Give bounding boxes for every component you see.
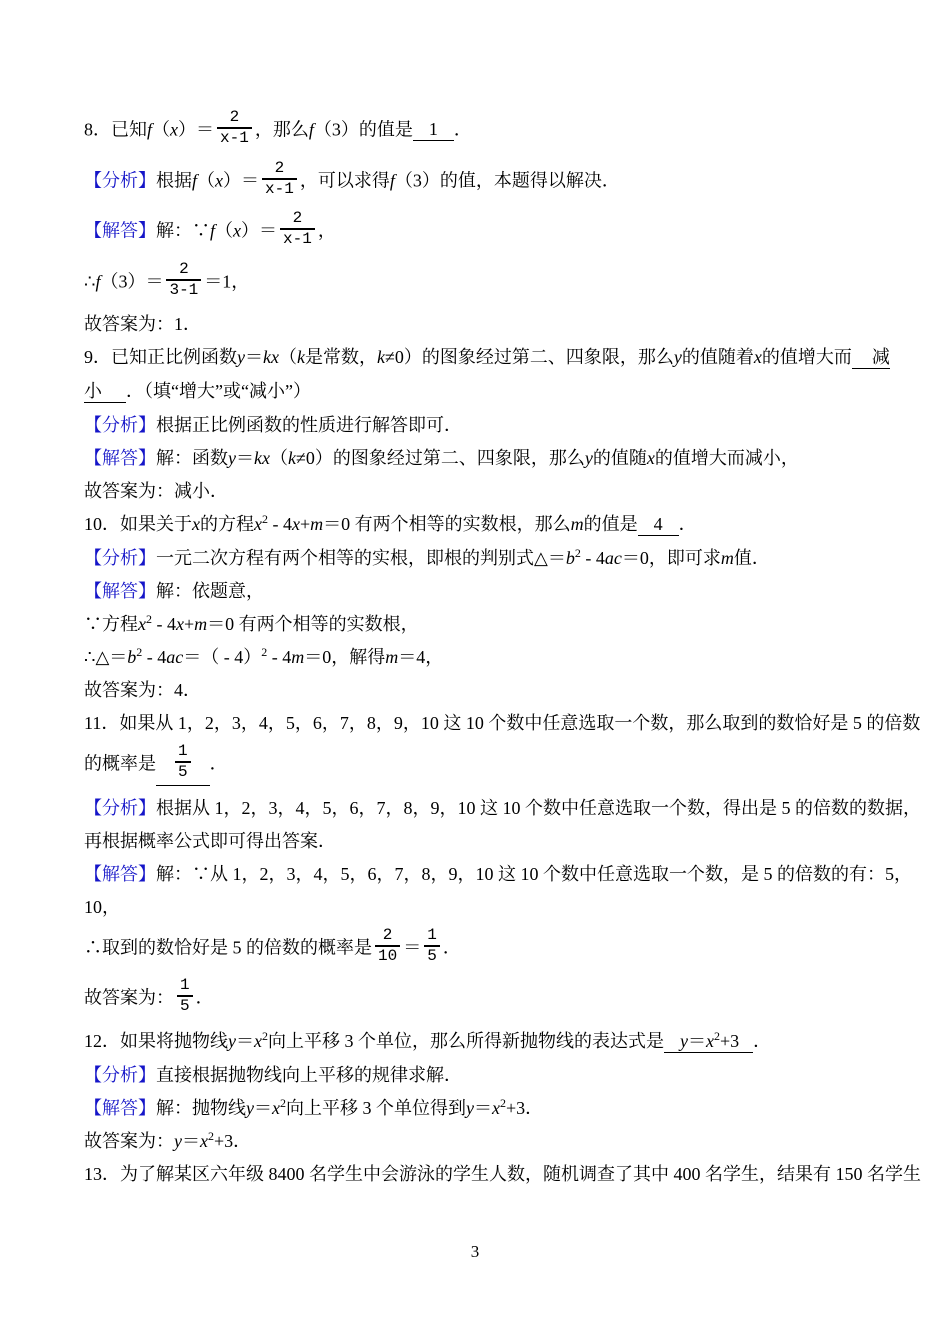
math-variable: b [565,548,575,569]
document-line [84,742,904,786]
text-run: 小 [84,381,102,402]
math-variable: kx [263,347,279,368]
text-run: ＝ [403,937,422,958]
text-run: （3）＝ [100,270,164,291]
math-variable: x [138,614,146,635]
text-run: （3）的值，本题得以解决． [394,169,620,190]
text-run: （ [197,169,216,190]
text-run: 9．已知正比例函数 [84,347,237,368]
fraction-numerator: 1 [424,927,440,947]
text-run: - 4 [142,647,167,668]
text-run: ＝0 有两个相等的实数根，那么 [323,514,571,535]
section-label: 【解答】 [84,863,156,884]
math-fraction [424,927,440,966]
text-run: ∴取到的数恰好是 5 的倍数的概率是 [84,937,372,958]
math-fraction [217,109,252,148]
text-run: ∵方程 [84,614,138,635]
superscript: 2 [146,612,152,627]
text-run: ＝ [182,1130,200,1151]
text-run: +3． [506,1097,544,1118]
text-run: ）＝ [223,169,260,190]
math-variable: y [466,1097,474,1118]
fraction-numerator: 1 [175,743,191,763]
text-run: +3． [214,1130,252,1151]
math-variable: f [95,270,101,291]
fraction-numerator: 2 [280,210,315,230]
document-lines [84,108,921,1197]
text-run: 的值增大而 [761,347,852,368]
text-run: +3 [720,1030,740,1051]
document-line [84,381,904,403]
answer-underline [156,742,210,786]
text-run: ＝（ - 4） [183,647,262,668]
math-variable: y [237,347,245,368]
text-run: （3）的值是 [313,119,413,140]
text-run: ＝0，即可求 [621,548,721,569]
fraction-numerator: 1 [177,977,193,997]
page-number: 3 [470,1242,480,1261]
fraction-numerator: 2 [375,927,400,947]
section-label: 【分析】 [84,1064,156,1085]
math-variable: f [192,169,198,190]
answer-underline [84,381,126,403]
math-variable: x [233,220,242,241]
math-variable: m [310,514,324,535]
answer-underline [413,119,454,141]
math-fraction [166,261,201,300]
document-line [84,1163,921,1185]
text-run: 的方程 [200,514,254,535]
math-variable: f [389,169,395,190]
math-variable: m [570,514,584,535]
math-variable: y [584,448,593,469]
superscript: 2 [261,645,268,660]
document-line [84,647,904,668]
math-fraction [177,977,193,1016]
document-line [84,863,912,885]
text-run: 的值随 [592,448,647,469]
text-run: 向上平移 3 个单位，那么所得新抛物线的表达式是 [268,1030,664,1051]
superscript: 2 [280,1095,286,1110]
text-run: ＝0 有两个相等的实数根， [207,614,419,635]
text-run: ， [317,220,336,241]
math-variable: m [291,647,305,668]
superscript: 2 [262,1028,268,1043]
math-variable: k [376,347,385,368]
text-run: ，可以求得 [299,169,390,190]
math-variable: x [192,514,200,535]
text-run: 根据从 1，2，3，4，5，6，7，8，9，10 这 10 个数中任意选取一个数，得出是 5 的倍数的数据， [156,797,921,818]
section-label: 【解答】 [84,448,156,469]
text-run: 12．如果将抛物线 [84,1030,228,1051]
text-run: ）＝ [241,220,278,241]
document-line [84,259,904,303]
math-variable: m [385,647,399,668]
text-run: 解：依题意， [156,581,264,602]
document-line [84,108,904,151]
text-run: 直接根据抛物线向上平移的规律求解． [156,1064,462,1085]
fraction-denominator: 3-1 [169,280,199,299]
document-line [84,209,904,252]
math-variable: y [246,1097,254,1118]
document-line [84,548,904,569]
text-run: ＝ [236,1030,254,1051]
text-run: ． [753,1030,772,1051]
fraction-numerator: 2 [166,261,201,281]
math-variable: x [646,448,655,469]
text-run: ，那么 [254,119,309,140]
math-variable: x [254,1030,262,1051]
math-variable: x [176,614,184,635]
text-run: ＝0，解得 [304,647,386,668]
document-line [84,481,904,502]
text-run: 故答案为： [84,1130,174,1151]
math-variable: f [147,119,153,140]
superscript: 2 [500,1095,506,1110]
math-variable: x [753,347,762,368]
text-run: ＝ [236,448,254,469]
document-line [84,925,904,969]
text-run: 1 [428,119,438,140]
superscript: 2 [136,645,143,660]
math-fraction [175,743,191,782]
superscript: 2 [714,1028,720,1043]
document-line [84,158,904,202]
math-variable: kx [254,448,270,469]
math-variable: f [308,119,314,140]
superscript: 2 [208,1128,214,1143]
text-run: ＝ [474,1097,492,1118]
document-line [84,1095,904,1119]
text-run: 解：抛物线 [156,1097,246,1118]
document-line [84,797,921,819]
document-line [84,614,904,635]
section-label: 【解答】 [84,1097,156,1118]
document-line [84,1028,904,1053]
text-run: - 4 [152,614,176,635]
section-label: 【分析】 [84,169,156,190]
text-run: （ [152,119,171,140]
text-run: 的概率是 [84,753,156,774]
math-variable: ac [166,647,184,668]
text-run: 解：函数 [156,448,228,469]
text-run: ≠0）的图象经过第二、四象限，那么 [295,448,585,469]
text-run: 是常数， [304,347,377,368]
text-run: 的值随着 [681,347,754,368]
math-variable: m [720,548,734,569]
fraction-denominator: x-1 [265,179,294,198]
text-run: ＝4， [398,647,444,668]
text-run: ≠0）的图象经过第二、四象限，那么 [384,347,674,368]
section-label: 【解答】 [84,220,156,241]
text-run: ∴△＝ [84,647,128,668]
math-variable: k [296,347,305,368]
text-run: 10， [84,896,120,917]
text-run: + [300,514,311,535]
text-run: （ [278,347,297,368]
document-line [84,680,904,701]
fraction-numerator: 2 [262,160,297,180]
text-run: ）＝ [178,119,215,140]
math-variable: x [215,169,224,190]
answer-underline [638,514,679,536]
text-run: 的值增大而减小， [654,448,799,469]
text-run: 根据 [156,169,192,190]
text-run: 8．已知 [84,119,147,140]
text-run: 4 [653,514,663,535]
math-variable: y [228,1030,236,1051]
document-line [84,1128,904,1152]
math-fraction [375,927,400,966]
text-run: （ [215,220,234,241]
section-label: 【解答】 [84,581,156,602]
math-variable: y [228,448,236,469]
math-variable: b [127,647,137,668]
text-run: 解：∵ [156,220,210,241]
text-run: + [184,614,195,635]
section-label: 【分析】 [84,415,156,436]
math-variable: y [174,1130,182,1151]
text-run: 13．为了解某区六年级 8400 名学生中会游泳的学生人数，随机调查了其中 400 名学生，结果有 150 名学生 [84,1163,921,1184]
math-variable: x [254,514,262,535]
text-run: ∴ [84,270,96,291]
document-line [84,713,921,734]
document-line [84,514,904,536]
text-run: - 4 [267,647,292,668]
fraction-denominator: 5 [427,946,437,965]
fraction-denominator: 10 [378,946,398,965]
text-run: 故答案为：减小． [84,481,228,502]
document-line [84,314,904,335]
text-run: ＝ [245,347,263,368]
fraction-denominator: x-1 [283,230,312,249]
text-run: 再根据概率公式即可得出答案． [84,830,336,851]
text-run: ． [442,937,461,958]
math-variable: y [673,347,682,368]
text-run: 11．如果从 1，2，3，4，5，6，7，8，9，10 这 10 个数中任意选取一个数，那么取到的数恰好是 5 的倍数 [84,713,921,734]
text-run: 根据正比例函数的性质进行解答即可． [156,415,462,436]
text-run: ＝ [254,1097,272,1118]
fraction-denominator: x-1 [220,129,249,148]
document-line [84,976,904,1019]
text-run: （ [269,448,288,469]
math-variable: m [194,614,208,635]
math-variable: x [272,1097,280,1118]
section-label: 【分析】 [84,797,156,818]
text-run: ＝ [688,1030,706,1051]
answer-underline [664,1028,753,1053]
document-line [84,347,904,369]
math-variable: x [200,1130,208,1151]
text-run: 解：∵从 1，2，3，4，5，6，7，8，9，10 这 10 个数中任意选取一个数，是 5 的倍数的有：5， [156,863,912,884]
math-fraction [280,210,315,249]
text-run: ＝1， [204,270,250,291]
math-variable: ac [604,548,622,569]
text-run: - 4 [268,514,292,535]
superscript: 2 [574,546,581,561]
math-variable: x [292,514,300,535]
document-line [84,581,904,602]
document-line [84,448,904,469]
math-fraction [262,160,297,199]
document-line [84,415,904,436]
fraction-denominator: 5 [180,997,190,1016]
math-variable: x [170,119,179,140]
superscript: 2 [262,512,268,527]
math-variable: f [210,220,216,241]
text-run: - 4 [580,548,605,569]
text-run: ．（填“增大”或“减小”） [126,381,311,402]
math-variable: x [706,1030,714,1051]
document-line [84,831,904,852]
text-run: 向上平移 3 个单位得到 [286,1097,466,1118]
text-run: 故答案为：4． [84,680,201,701]
text-run: ． [195,987,214,1008]
text-run: 值． [733,548,770,569]
document-line [84,1065,904,1086]
text-run: 一元二次方程有两个相等的实根，即根的判别式△＝ [156,548,566,569]
math-variable: x [492,1097,500,1118]
section-label: 【分析】 [84,548,156,569]
text-run: 10．如果关于 [84,514,192,535]
text-run: ． [678,514,697,535]
fraction-denominator: 5 [178,763,188,782]
answer-underline [852,347,890,369]
document-line [84,897,904,918]
text-run: 的值是 [583,514,638,535]
text-run: 故答案为：1． [84,314,201,335]
math-variable: y [680,1030,688,1051]
text-run: ． [209,753,228,774]
math-variable: k [287,448,296,469]
text-run: ． [453,119,472,140]
text-run: 减 [871,347,890,368]
text-run: 故答案为： [84,987,174,1008]
fraction-numerator: 2 [217,109,252,129]
